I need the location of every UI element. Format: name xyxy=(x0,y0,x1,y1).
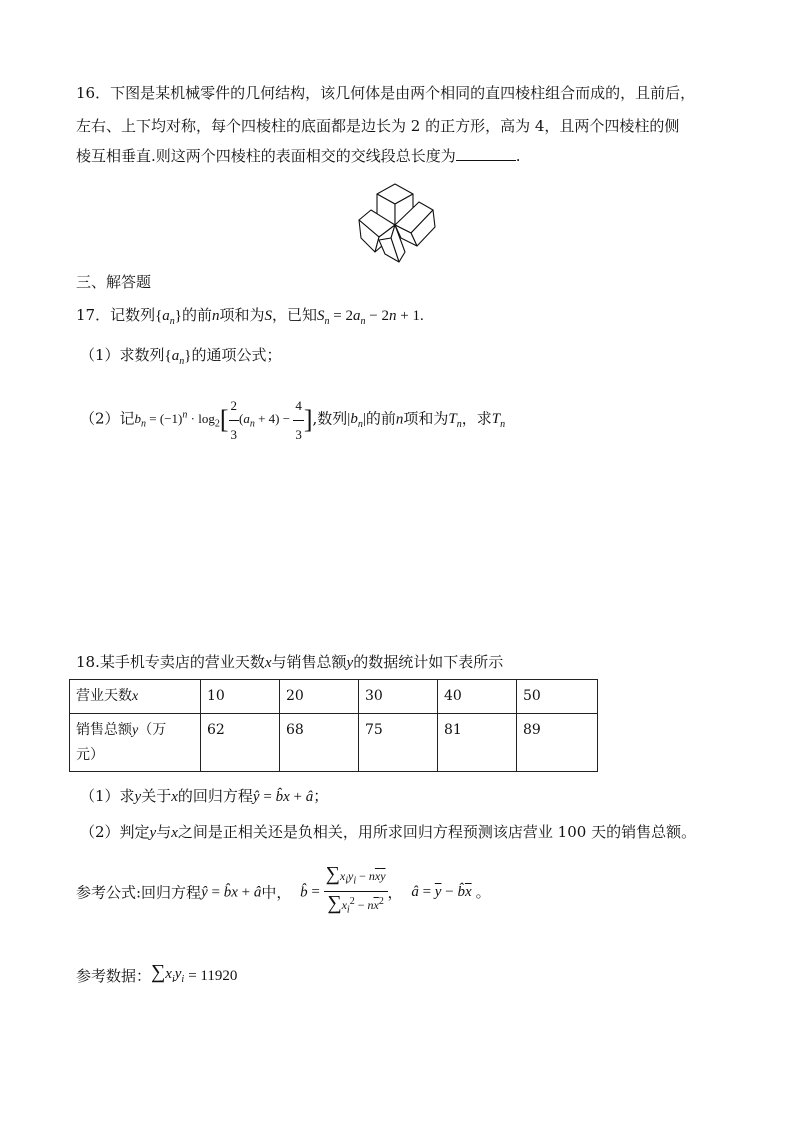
q17-mid3: ，已知 xyxy=(272,306,318,324)
var-n: n xyxy=(212,308,220,324)
section-title: 三、解答题 xyxy=(76,273,152,291)
q18-part1-d: ； xyxy=(313,787,329,805)
q16-line-1: 16．下图是某机械零件的几何结构，该几何体是由两个相同的直四棱柱组合而成的，且前后， xyxy=(76,84,696,102)
q18-part2-b: 与 xyxy=(156,823,172,841)
a-hat-formula: â = $\overline{y}$ − $b̂\overline{x}$ xyxy=(411,884,472,901)
q17-part2-text4: ，求 xyxy=(461,409,492,428)
ref-data-value: = 11920 xyxy=(188,968,238,984)
q17-part1-label: （1）求数列 xyxy=(80,346,165,364)
var-n-2: n xyxy=(395,411,404,428)
ref-formula-mid: 中， xyxy=(261,883,292,902)
row-header-days: 营业天数x xyxy=(70,680,201,714)
answer-blank xyxy=(456,146,516,161)
q17-part2-text1: ,数列 xyxy=(312,409,348,428)
q17-part1-text: 的通项公式； xyxy=(191,346,282,364)
q18-part-2 xyxy=(80,822,696,843)
q17-part2-text2: 的前 xyxy=(365,409,396,428)
q18-intro xyxy=(76,652,503,673)
table-cell: 20 xyxy=(280,680,359,714)
var-T-n: $T_n$ xyxy=(448,411,462,431)
sum-symbol: $\sum x_iy_i$ xyxy=(151,961,185,985)
var-x-3: x xyxy=(171,825,178,841)
q18-part1-c: 的回归方程 xyxy=(177,787,253,805)
ref-data-label: 参考数据： xyxy=(76,967,152,985)
table-row xyxy=(70,680,598,714)
q17-part-2 xyxy=(80,392,505,449)
q18-part1-b: 关于 xyxy=(141,787,172,805)
table-cell: 75 xyxy=(359,714,438,772)
abs-b-n: $|b_n|$ xyxy=(347,411,366,431)
q17-part-1 xyxy=(80,345,281,372)
b-hat-formula: b̂ = $\frac{\sum x_iy_i - n\overline{x}\overline{y}}{\sum x_i^2 - n\overline{x}^2}$ xyxy=(300,863,386,916)
q17-prefix: 17．记数列 xyxy=(76,306,156,324)
table-cell: 50 xyxy=(517,680,598,714)
var-x-2: x xyxy=(171,789,178,805)
table-cell: 40 xyxy=(438,680,517,714)
ref-formula-label: 参考公式:回归方程 xyxy=(76,883,202,902)
q18-part1-a: （1）求 xyxy=(80,787,135,805)
q18-part2-a: （2）判定 xyxy=(80,823,150,841)
var-y-2: y xyxy=(134,789,142,805)
ref-formula-end: 。 xyxy=(475,883,491,902)
q18-intro-a: 18.某手机专卖店的营业天数 xyxy=(76,653,265,671)
q17-part2-label: （2）记 xyxy=(80,409,135,428)
q18-intro-b: 与销售总额 xyxy=(271,653,347,671)
regression-equation-2: ŷ = b̂x + â xyxy=(201,884,262,901)
regression-equation: ŷ = b̂x + â xyxy=(252,789,314,805)
table-cell: 68 xyxy=(280,714,359,772)
q18-part2-c: 之间是正相关还是负相关，用所求回归方程预测该店营业 100 天的销售总额。 xyxy=(177,823,697,841)
table-cell: 10 xyxy=(201,680,280,714)
table-cell: 81 xyxy=(438,714,517,772)
q18-part-1 xyxy=(80,786,328,807)
q17-equation: $S_n = 2a_n - 2n + 1$. xyxy=(317,308,424,327)
q16-line-2: 左右、上下均对称，每个四棱柱的底面都是边长为 2 的正方形，高为 4，且两个四棱柱的侧 xyxy=(76,117,680,135)
var-T-n-2: $T_n$ xyxy=(491,411,506,431)
var-y-3: y xyxy=(149,825,157,841)
prism-intersection-figure xyxy=(355,180,441,266)
table-cell: 62 xyxy=(201,714,280,772)
table-cell: 30 xyxy=(359,680,438,714)
q18-intro-c: 的数据统计如下表所示 xyxy=(353,653,504,671)
reference-data xyxy=(76,962,237,990)
row-header-sales: 销售总额y（万 元） xyxy=(70,714,201,772)
table-row xyxy=(70,714,598,772)
q17-part2-text3: 项和为 xyxy=(403,409,449,428)
q17-mid2: 项和为 xyxy=(219,306,265,324)
var-S: S xyxy=(264,308,273,324)
q16-line-3-end: . xyxy=(515,147,521,165)
table-cell: 89 xyxy=(517,714,598,772)
var-x: x xyxy=(264,655,272,671)
q16-line-3-text: 棱互相垂直.则这两个四棱柱的表面相交的交线段总长度为 xyxy=(76,147,456,165)
seq-a-n: $\{a_n\}$ xyxy=(155,308,182,327)
q17-stem xyxy=(76,305,424,332)
reference-formula: 参考公式:回归方程ŷ = b̂x + â中， b̂ = $\frac{\sum x_iy_i - n\overline{x}\overline{y}}{\sum x_i^2 - n\overline{x}^2}$ ， â = $\overline{y}$ − $b̂\overline{x}$ 。 xyxy=(76,864,491,921)
sales-data-table xyxy=(69,679,598,772)
seq-a-n-2: $\{a_n\}$ xyxy=(164,348,192,367)
var-y: y xyxy=(346,655,354,671)
q16-line-3 xyxy=(76,146,521,166)
q17-mid1: 的前 xyxy=(182,306,213,324)
b-n-definition: $b_n = (-1)^n \cdot \log_2$[ $\frac{2}{3}$ $(a_n + 4)$ − $\frac{4}{3}$ ] xyxy=(135,411,313,426)
